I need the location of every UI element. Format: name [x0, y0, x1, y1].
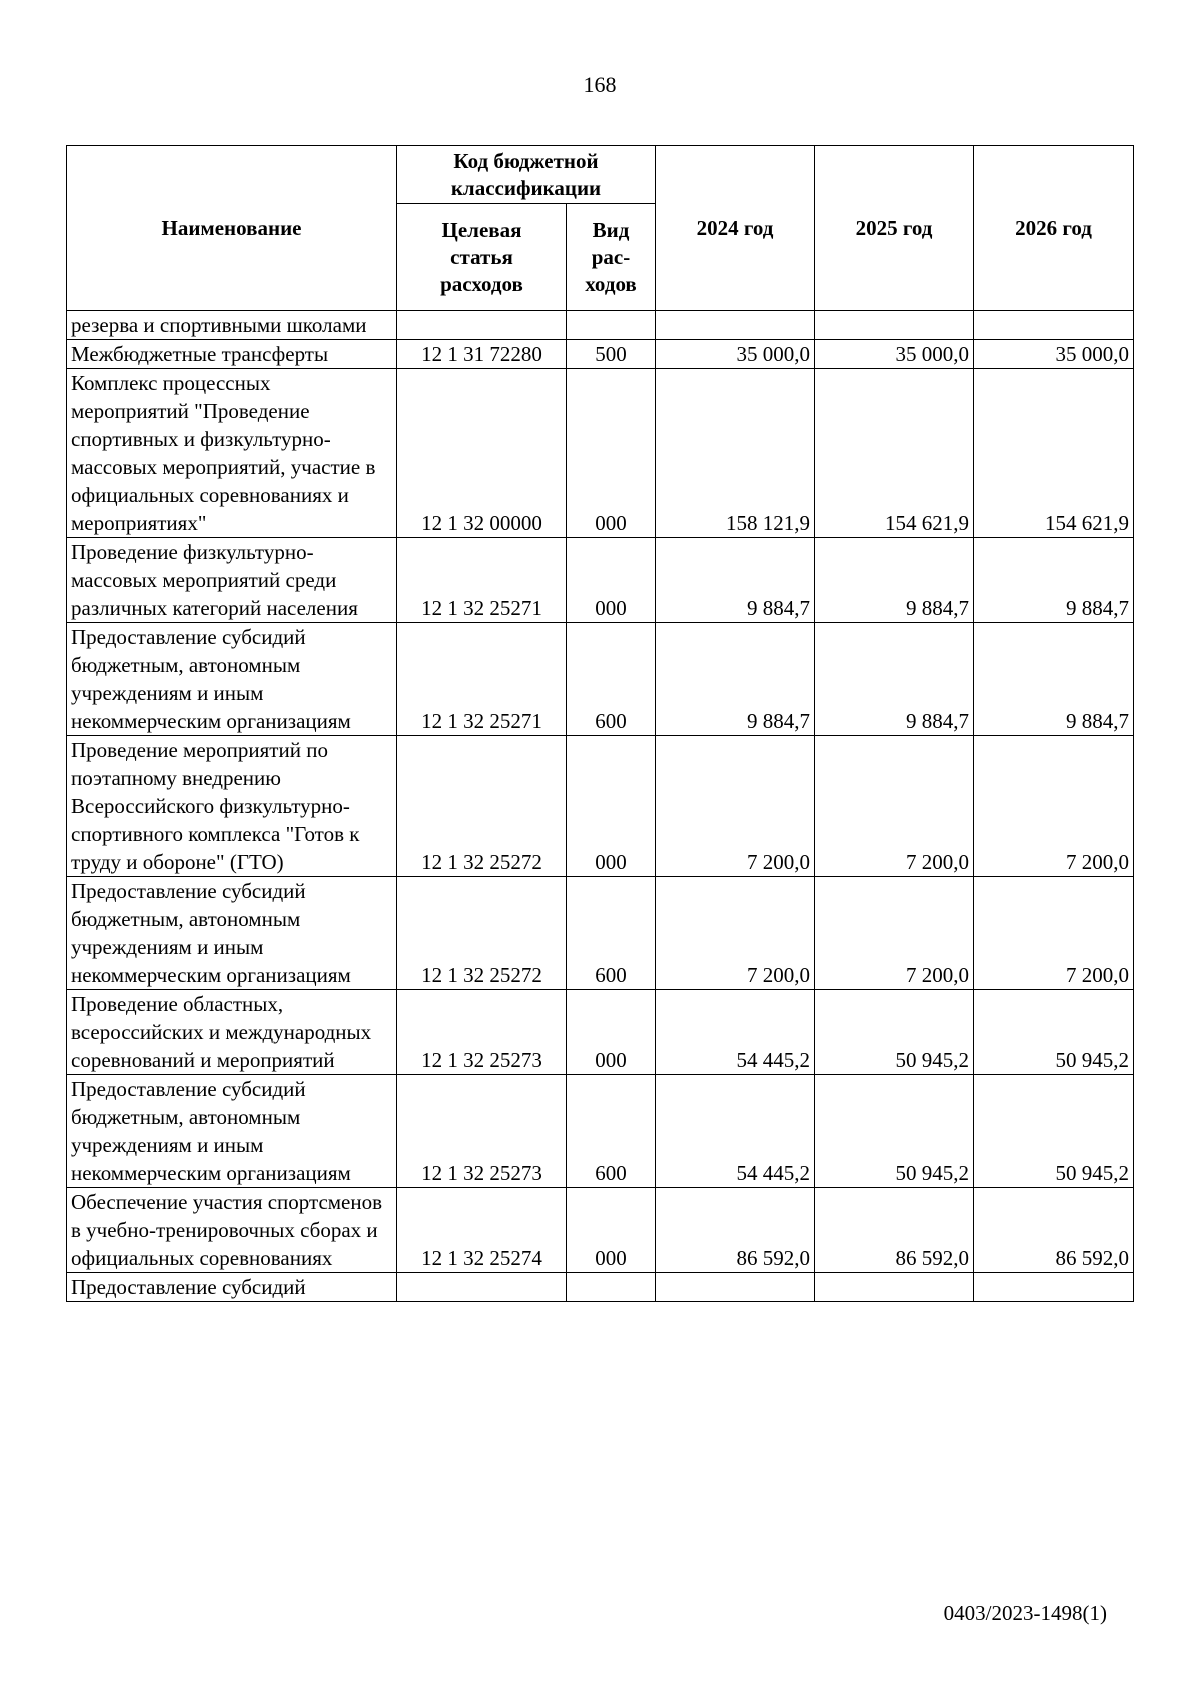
- row-value-2026: [974, 1273, 1134, 1302]
- row-expense-type: [567, 311, 656, 340]
- table-row: [67, 736, 1134, 877]
- row-expense-type: 500: [567, 340, 656, 369]
- row-value-2024: 9 884,7: [656, 538, 815, 623]
- row-name: Проведение областных, всероссийских и международных соревнований и мероприятий: [67, 990, 397, 1075]
- row-value-2026: 50 945,2: [974, 1075, 1134, 1188]
- row-value-2025: 50 945,2: [815, 990, 974, 1075]
- row-target-article: 12 1 32 25271: [397, 538, 567, 623]
- row-expense-type: 000: [567, 1188, 656, 1273]
- row-value-2026: 50 945,2: [974, 990, 1134, 1075]
- row-target-article: [397, 311, 567, 340]
- row-name: Межбюджетные трансферты: [67, 340, 397, 369]
- row-name: Предоставление субсидий бюджетным, автономным учреждениям и иным некоммерческим организациям: [67, 877, 397, 990]
- table-row: [67, 340, 1134, 369]
- row-value-2026: [974, 311, 1134, 340]
- row-value-2026: 7 200,0: [974, 877, 1134, 990]
- row-value-2025: 9 884,7: [815, 623, 974, 736]
- row-target-article: 12 1 32 25272: [397, 877, 567, 990]
- row-expense-type: 000: [567, 990, 656, 1075]
- row-value-2024: 7 200,0: [656, 736, 815, 877]
- row-value-2026: 86 592,0: [974, 1188, 1134, 1273]
- header-expense-type: Вид рас-ходов: [567, 204, 656, 311]
- row-value-2025: 7 200,0: [815, 877, 974, 990]
- header-budget-code-group: Код бюджетной классификации: [397, 146, 656, 204]
- row-expense-type: 000: [567, 538, 656, 623]
- table-row: [67, 877, 1134, 990]
- row-expense-type: [567, 1273, 656, 1302]
- row-value-2024: [656, 311, 815, 340]
- row-name: Проведение физкультурно-массовых мероприятий среди различных категорий населения: [67, 538, 397, 623]
- row-target-article: [397, 1273, 567, 1302]
- table-row: [67, 1188, 1134, 1273]
- header-name: Наименование: [67, 146, 397, 311]
- row-value-2024: 54 445,2: [656, 990, 815, 1075]
- row-name: Обеспечение участия спортсменов в учебно-тренировочных сборах и официальных соревнованиях: [67, 1188, 397, 1273]
- row-value-2024: 7 200,0: [656, 877, 815, 990]
- table-row: [67, 369, 1134, 538]
- row-value-2024: 86 592,0: [656, 1188, 815, 1273]
- header-year-2026: 2026 год: [974, 146, 1134, 311]
- row-value-2026: 7 200,0: [974, 736, 1134, 877]
- row-value-2024: [656, 1273, 815, 1302]
- header-target-article: Целевая статья расходов: [397, 204, 567, 311]
- row-value-2026: 9 884,7: [974, 623, 1134, 736]
- row-value-2025: 35 000,0: [815, 340, 974, 369]
- table-row: [67, 623, 1134, 736]
- row-target-article: 12 1 32 25273: [397, 990, 567, 1075]
- row-name: резерва и спортивными школами: [67, 311, 397, 340]
- table-row: [67, 1075, 1134, 1188]
- row-value-2026: 9 884,7: [974, 538, 1134, 623]
- row-target-article: 12 1 32 25271: [397, 623, 567, 736]
- row-value-2024: 54 445,2: [656, 1075, 815, 1188]
- row-target-article: 12 1 32 25274: [397, 1188, 567, 1273]
- row-value-2025: 7 200,0: [815, 736, 974, 877]
- table-row: [67, 538, 1134, 623]
- row-target-article: 12 1 32 25273: [397, 1075, 567, 1188]
- page-number: 168: [583, 72, 617, 97]
- row-name: Предоставление субсидий бюджетным, автономным учреждениям и иным некоммерческим организациям: [67, 623, 397, 736]
- row-expense-type: 600: [567, 877, 656, 990]
- row-expense-type: 000: [567, 736, 656, 877]
- row-target-article: 12 1 32 25272: [397, 736, 567, 877]
- row-value-2026: 35 000,0: [974, 340, 1134, 369]
- row-value-2025: 50 945,2: [815, 1075, 974, 1188]
- row-value-2025: 154 621,9: [815, 369, 974, 538]
- document-code: 0403/2023-1498(1): [943, 1601, 1107, 1625]
- row-value-2024: 9 884,7: [656, 623, 815, 736]
- row-name: Предоставление субсидий: [67, 1273, 397, 1302]
- row-value-2024: 158 121,9: [656, 369, 815, 538]
- row-name: Проведение мероприятий по поэтапному внедрению Всероссийского физкультурно-спортивного комплекса "Готов к труду и обороне" (ГТО): [67, 736, 397, 877]
- row-name: Комплекс процессных мероприятий "Проведение спортивных и физкультурно-массовых мероприятий, участие в официальных соревнованиях и мероприятиях": [67, 369, 397, 538]
- row-expense-type: 600: [567, 1075, 656, 1188]
- row-value-2025: [815, 311, 974, 340]
- table-row: [67, 990, 1134, 1075]
- row-expense-type: 600: [567, 623, 656, 736]
- table-row: [67, 311, 1134, 340]
- row-value-2025: 9 884,7: [815, 538, 974, 623]
- row-expense-type: 000: [567, 369, 656, 538]
- row-name: Предоставление субсидий бюджетным, автономным учреждениям и иным некоммерческим организациям: [67, 1075, 397, 1188]
- row-value-2025: [815, 1273, 974, 1302]
- row-value-2026: 154 621,9: [974, 369, 1134, 538]
- budget-table: [66, 145, 1134, 1302]
- row-value-2024: 35 000,0: [656, 340, 815, 369]
- table-row: [67, 1273, 1134, 1302]
- row-target-article: 12 1 31 72280: [397, 340, 567, 369]
- header-year-2024: 2024 год: [656, 146, 815, 311]
- row-value-2025: 86 592,0: [815, 1188, 974, 1273]
- header-year-2025: 2025 год: [815, 146, 974, 311]
- row-target-article: 12 1 32 00000: [397, 369, 567, 538]
